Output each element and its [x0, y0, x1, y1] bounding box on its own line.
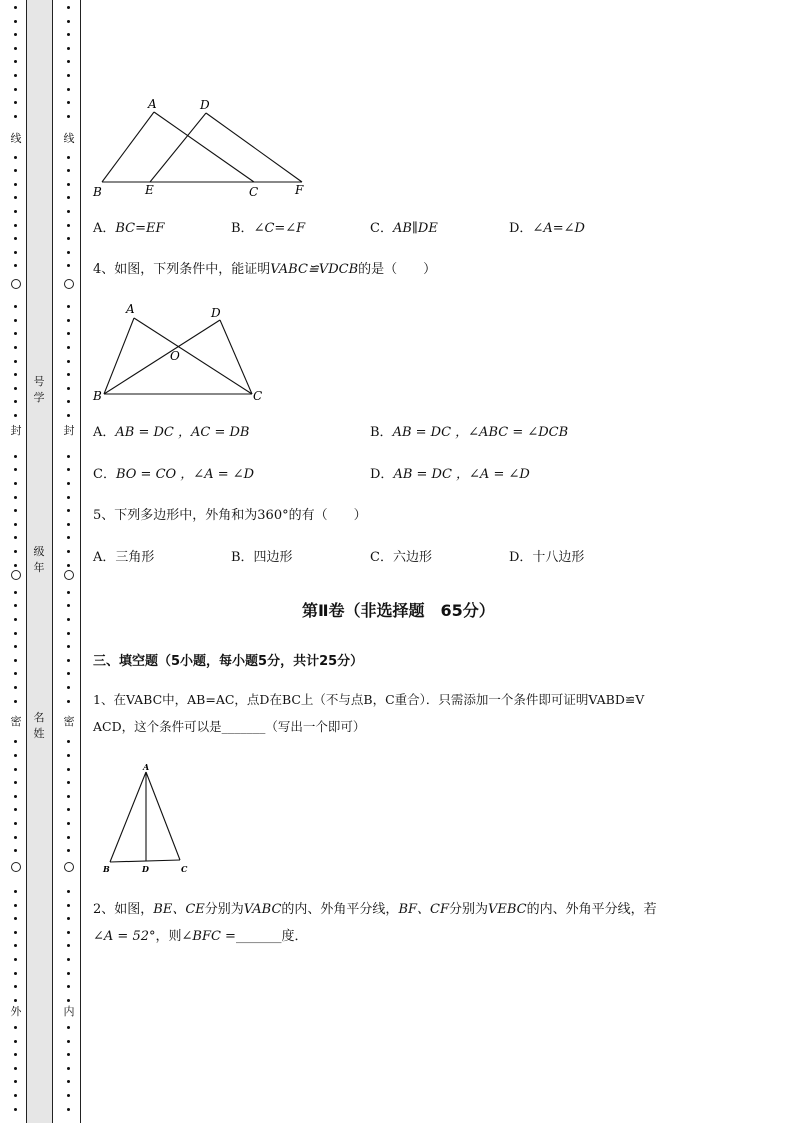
cut-dot — [14, 224, 17, 227]
option-prefix: D． — [509, 221, 533, 236]
fill1-line-ac — [146, 772, 180, 860]
cut-dot — [67, 700, 70, 703]
q4-stem-prefix: 4、如图，下列条件中，能证明 — [93, 262, 271, 277]
cut-dot — [67, 890, 70, 893]
cut-dot — [14, 1040, 17, 1043]
cut-dot — [67, 754, 70, 757]
cut-dot — [67, 1108, 70, 1111]
q3-label-a: A — [148, 97, 157, 111]
cut-dot — [67, 564, 70, 567]
cut-dot — [14, 944, 17, 947]
cut-dot — [14, 482, 17, 485]
fill2-math: VEBC — [488, 902, 527, 917]
cut-dot — [14, 373, 17, 376]
cut-dot — [67, 183, 70, 186]
q5-option-b[interactable]: B．四边形 — [231, 550, 293, 565]
q4-line-dc — [220, 320, 252, 394]
cut-dot — [67, 496, 70, 499]
cut-dot — [14, 550, 17, 553]
q4-label-d: D — [211, 306, 221, 320]
q4-line-bd — [104, 320, 220, 394]
cut-dot — [67, 917, 70, 920]
cut-dot — [14, 618, 17, 621]
cut-dot — [67, 210, 70, 213]
inner-label-mi: 密 — [61, 715, 77, 728]
cut-dot — [14, 659, 17, 662]
cut-dot — [14, 904, 17, 907]
cut-dot — [67, 101, 70, 104]
cut-dot — [14, 20, 17, 23]
cut-dot — [67, 346, 70, 349]
cut-dot — [14, 509, 17, 512]
cut-dot — [14, 60, 17, 63]
cut-dot — [67, 88, 70, 91]
q3-label-b: B — [93, 185, 102, 199]
field-char: 级 — [33, 545, 45, 558]
cut-dot — [67, 60, 70, 63]
outer-ring — [11, 570, 21, 580]
cut-dot — [14, 768, 17, 771]
cut-dot — [14, 414, 17, 417]
cut-dot — [67, 645, 70, 648]
cut-dot — [67, 20, 70, 23]
option-text: AB∥DE — [392, 221, 438, 236]
cut-dot — [67, 33, 70, 36]
q4-stem-math: VABC≌VDCB — [270, 262, 359, 277]
cut-dot — [14, 88, 17, 91]
option-prefix: A． — [93, 221, 116, 236]
cut-dot — [67, 196, 70, 199]
outer-ring — [11, 862, 21, 872]
option-text: AB = DC ，∠A = ∠D — [393, 467, 530, 482]
q3-line-ed — [150, 113, 206, 182]
cut-dot — [67, 468, 70, 471]
cut-dot — [67, 591, 70, 594]
cut-dot — [14, 958, 17, 961]
cut-dot — [67, 305, 70, 308]
cut-dot — [14, 305, 17, 308]
q5-option-c[interactable]: C．六边形 — [370, 550, 432, 565]
fill2-line2 — [93, 928, 307, 946]
cut-dot — [14, 1067, 17, 1070]
fill2-text: 分别为 — [448, 902, 488, 917]
q4-option-a[interactable] — [93, 424, 249, 442]
cut-dot — [14, 33, 17, 36]
inner-label-xian: 线 — [61, 132, 77, 145]
field-label-name — [31, 710, 47, 742]
option-text: AB = DC ，AC = DB — [115, 425, 250, 440]
cut-dot — [67, 455, 70, 458]
q3-label-f: F — [295, 183, 304, 197]
cut-dot — [67, 482, 70, 485]
fill2-text: ，则 — [155, 929, 182, 944]
cut-dot — [14, 632, 17, 635]
cut-dot — [67, 659, 70, 662]
cut-dot — [14, 74, 17, 77]
fill2-text: 分别为 — [204, 902, 244, 917]
cut-dot — [14, 591, 17, 594]
option-text: ∠C=∠F — [253, 221, 306, 236]
cut-dot — [67, 618, 70, 621]
cut-dot — [14, 237, 17, 240]
option-prefix: B． — [231, 221, 254, 236]
field-label-grade — [31, 544, 47, 576]
cut-dot — [14, 672, 17, 675]
inner-dotted-cut-line — [64, 0, 74, 1123]
cut-dot — [67, 251, 70, 254]
cut-dot — [67, 972, 70, 975]
cut-dot — [67, 822, 70, 825]
cut-dot — [14, 645, 17, 648]
q4-option-d[interactable] — [370, 466, 530, 484]
cut-dot — [67, 47, 70, 50]
cut-dot — [14, 169, 17, 172]
q3-line-ab — [102, 112, 154, 182]
cut-dot — [67, 1040, 70, 1043]
fill1-label-c: C — [181, 864, 188, 874]
fill2-math: VABC — [243, 902, 282, 917]
cut-dot — [14, 387, 17, 390]
fill1-line2: ACD，这个条件可以是_______（写出一个即可） — [93, 719, 366, 734]
inner-ring — [64, 279, 74, 289]
cut-dot — [14, 264, 17, 267]
fill1-label-b: B — [103, 864, 110, 874]
cut-dot — [67, 414, 70, 417]
q4-label-a: A — [126, 302, 135, 316]
fill2-math: BE、CE — [153, 902, 205, 917]
q3-option-d[interactable] — [509, 220, 585, 238]
option-prefix: D． — [370, 467, 394, 482]
fill1-line-ab — [110, 772, 146, 862]
outer-label-feng: 封 — [8, 424, 24, 437]
cut-dot — [14, 849, 17, 852]
field-char: 学 — [33, 391, 45, 404]
field-char: 名 — [33, 711, 45, 724]
cut-dot — [67, 904, 70, 907]
cut-dot — [14, 917, 17, 920]
cut-dot — [14, 686, 17, 689]
cut-dot — [14, 781, 17, 784]
fill1-line-bc — [110, 860, 180, 862]
gutter-line-left — [26, 0, 27, 1123]
cut-dot — [67, 332, 70, 335]
fill2-text: 2、如图， — [93, 902, 154, 917]
option-text: ∠A=∠D — [532, 221, 585, 236]
cut-dot — [67, 1094, 70, 1097]
cut-dot — [14, 890, 17, 893]
cut-dot — [67, 74, 70, 77]
cut-dot — [67, 115, 70, 118]
cut-dot — [14, 836, 17, 839]
cut-dot — [14, 115, 17, 118]
q4-option-b[interactable] — [370, 424, 568, 442]
cut-dot — [67, 387, 70, 390]
cut-dot — [67, 237, 70, 240]
fill1-label-d: D — [142, 864, 149, 874]
cut-dot — [14, 455, 17, 458]
fill2-math: ∠BFC = — [181, 929, 236, 944]
fill2-math: ∠A = 52° — [93, 929, 156, 944]
cut-dot — [67, 550, 70, 553]
fill2-text: 的内、外角平分线，若 — [526, 902, 657, 917]
fill2-math: BF、CF — [398, 902, 449, 917]
cut-dot — [67, 319, 70, 322]
q3-line-ac — [154, 112, 254, 182]
cut-dot — [67, 781, 70, 784]
option-text: AB = DC ，∠ABC = ∠DCB — [392, 425, 569, 440]
cut-dot — [14, 400, 17, 403]
fill2-line1 — [93, 901, 657, 919]
cut-dot — [67, 509, 70, 512]
cut-dot — [14, 1053, 17, 1056]
q3-option-c[interactable] — [370, 220, 438, 238]
q4-label-c: C — [253, 389, 263, 403]
cut-dot — [14, 360, 17, 363]
q3-label-d: D — [200, 98, 210, 112]
cut-dot — [14, 999, 17, 1002]
outer-label-xian: 线 — [8, 132, 24, 145]
q3-option-a[interactable] — [93, 220, 165, 238]
cut-dot — [67, 373, 70, 376]
cut-dot — [67, 795, 70, 798]
field-char: 姓 — [33, 727, 45, 740]
cut-dot — [14, 985, 17, 988]
cut-dot — [14, 468, 17, 471]
outer-label-wai: 外 — [8, 1005, 24, 1018]
cut-dot — [14, 319, 17, 322]
q4-line-ac — [134, 318, 252, 394]
cut-dot — [67, 686, 70, 689]
cut-dot — [14, 183, 17, 186]
cut-dot — [14, 196, 17, 199]
inner-label-nei: 内 — [61, 1005, 77, 1018]
cut-dot — [14, 251, 17, 254]
cut-dot — [14, 822, 17, 825]
cut-dot — [14, 346, 17, 349]
cut-dot — [14, 1108, 17, 1111]
cut-dot — [14, 740, 17, 743]
inner-ring — [64, 862, 74, 872]
cut-dot — [67, 632, 70, 635]
q5-option-d[interactable]: D．十八边形 — [509, 550, 585, 565]
cut-dot — [14, 6, 17, 9]
option-text: BO = CO ，∠A = ∠D — [115, 467, 255, 482]
outer-label-mi: 密 — [8, 715, 24, 728]
cut-dot — [14, 1094, 17, 1097]
cut-dot — [67, 360, 70, 363]
field-label-student-id — [31, 374, 47, 406]
cut-dot — [67, 672, 70, 675]
q3-label-c: C — [249, 185, 259, 199]
cut-dot — [67, 808, 70, 811]
cut-dot — [14, 604, 17, 607]
outer-dotted-cut-line — [11, 0, 21, 1123]
cut-dot — [14, 101, 17, 104]
option-prefix: A． — [93, 425, 116, 440]
outer-ring — [11, 279, 21, 289]
q4-line-ab — [104, 318, 134, 394]
fill2-blank: _______度． — [235, 929, 308, 944]
cut-dot — [67, 836, 70, 839]
cut-dot — [67, 400, 70, 403]
cut-dot — [14, 931, 17, 934]
cut-dot — [14, 564, 17, 567]
cut-dot — [67, 958, 70, 961]
cut-dot — [67, 931, 70, 934]
cut-dot — [14, 47, 17, 50]
field-char: 号 — [33, 375, 45, 388]
cut-dot — [67, 849, 70, 852]
cut-dot — [14, 972, 17, 975]
gutter-line-right — [80, 0, 81, 1123]
cut-dot — [67, 1080, 70, 1083]
q5-option-a[interactable]: A．三角形 — [93, 550, 155, 565]
cut-dot — [67, 156, 70, 159]
cut-dot — [67, 944, 70, 947]
cut-dot — [14, 754, 17, 757]
cut-dot — [14, 210, 17, 213]
gutter-line-mid — [52, 0, 53, 1123]
q3-option-b[interactable] — [231, 220, 305, 238]
cut-dot — [14, 1026, 17, 1029]
section3-heading: 三、填空题（5小题，每小题5分，共计25分） — [93, 654, 364, 669]
part2-title: 第Ⅱ卷（非选择题 65分） — [302, 601, 495, 620]
cut-dot — [67, 523, 70, 526]
cut-dot — [67, 1067, 70, 1070]
cut-dot — [67, 1053, 70, 1056]
q5-stem: 5、下列多边形中，外角和为360°的有（ ） — [93, 508, 367, 523]
cut-dot — [67, 604, 70, 607]
fill1-line1: 1、在VABC中，AB=AC，点D在BC上（不与点B，C重合）．只需添加一个条件即可证明VABD≌V — [93, 692, 645, 707]
cut-dot — [67, 536, 70, 539]
cut-dot — [14, 332, 17, 335]
fill1-label-a: A — [143, 762, 150, 772]
cut-dot — [14, 700, 17, 703]
cut-dot — [14, 795, 17, 798]
fill2-text: 的内、外角平分线， — [281, 902, 399, 917]
cut-dot — [14, 1080, 17, 1083]
option-prefix: C． — [93, 467, 116, 482]
fill1-figure — [98, 760, 194, 878]
q4-option-c[interactable] — [93, 466, 254, 484]
cut-dot — [67, 985, 70, 988]
q4-figure — [88, 300, 278, 406]
cut-dot — [14, 536, 17, 539]
cut-dot — [67, 768, 70, 771]
cut-dot — [14, 156, 17, 159]
q3-figure — [88, 96, 318, 202]
cut-dot — [14, 523, 17, 526]
cut-dot — [67, 264, 70, 267]
cut-dot — [14, 496, 17, 499]
q3-line-df — [206, 113, 302, 182]
cut-dot — [67, 1026, 70, 1029]
q4-stem-suffix: 的是（ ） — [358, 262, 437, 277]
cut-dot — [67, 6, 70, 9]
cut-dot — [67, 740, 70, 743]
cut-dot — [67, 224, 70, 227]
field-char: 年 — [33, 561, 45, 574]
inner-ring — [64, 570, 74, 580]
q3-label-e: E — [145, 183, 154, 197]
q4-stem — [93, 261, 436, 279]
cut-dot — [67, 999, 70, 1002]
option-text: BC=EF — [115, 221, 165, 236]
option-prefix: B． — [370, 425, 393, 440]
inner-label-feng: 封 — [61, 424, 77, 437]
option-prefix: C． — [370, 221, 393, 236]
q4-label-b: B — [93, 389, 102, 403]
q4-label-o: O — [170, 349, 180, 363]
cut-dot — [67, 169, 70, 172]
cut-dot — [14, 808, 17, 811]
